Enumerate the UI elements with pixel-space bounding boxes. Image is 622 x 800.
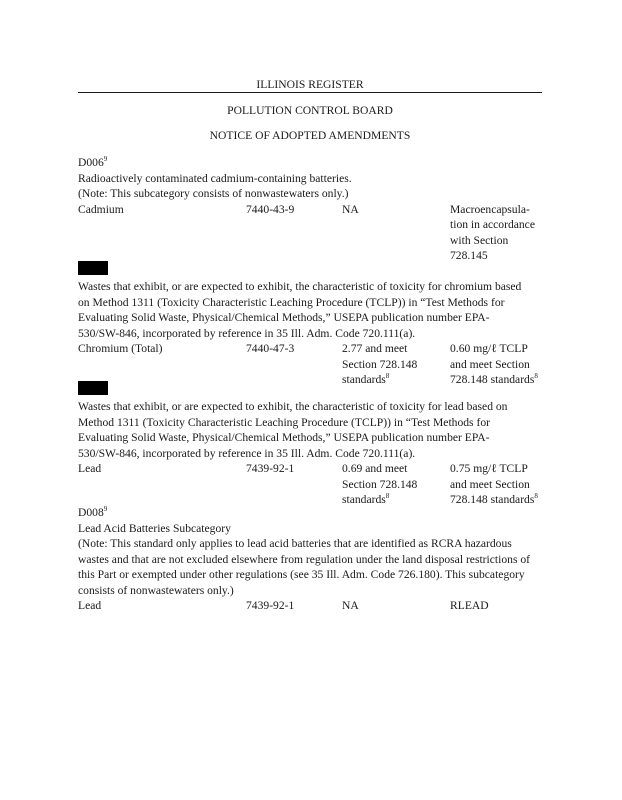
section-title: Lead Acid Batteries Subcategory [78, 521, 231, 535]
paragraph-line: Wastes that exhibit, or are expected to exhibit, the characteristic of toxicity for lead based on [78, 400, 508, 413]
cas-number: 7439-92-1 [246, 462, 295, 475]
section-description: Radioactively contaminated cadmium-containing batteries. [78, 171, 352, 185]
cas-number: 7440-47-3 [246, 342, 295, 355]
constituent-name: Cadmium [78, 202, 124, 216]
nonwastewater-standard: 0.75 mg/ℓ TCLP and meet Section 728.148 standards$^8$ [450, 462, 538, 506]
cas-number: 7440-43-9 [246, 202, 295, 216]
note-line: consists of nonwastewaters only.) [78, 583, 234, 597]
paragraph-line: Method 1311 (Toxicity Characteristic Leaching Procedure (TCLP)) in “Test Methods for [78, 415, 490, 429]
wastewater-standard: NA [342, 599, 359, 612]
section-lead [78, 381, 548, 508]
table-row [78, 461, 548, 508]
paragraph-line: Wastes that exhibit, or are expected to exhibit, the characteristic of toxicity for chromium based [78, 280, 522, 293]
note-line: (Note: This standard only applies to lead acid batteries that are identified as RCRA hazardous [78, 537, 512, 550]
register-header: ILLINOIS REGISTER [256, 78, 364, 91]
section-note: (Note: This subcategory consists of nonwastewaters only.) [78, 187, 349, 200]
board-title: POLLUTION CONTROL BOARD [227, 104, 393, 117]
note-line: wastes and that are not excluded elsewhere from regulation under the land disposal restrictions of [78, 552, 531, 566]
redacted-code [78, 261, 108, 275]
table-row [78, 202, 548, 264]
note-line: this Part or exempted under other regulations (see 35 Ill. Adm. Code 726.180). This subcategory [78, 568, 525, 581]
table-row [78, 598, 548, 614]
paragraph-line: 530/SW-846, incorporated by reference in 35 Ill. Adm. Code 720.111(a). [78, 326, 416, 340]
paragraph-line: on Method 1311 (Toxicity Characteristic Leaching Procedure (TCLP)) in “Test Methods for [78, 295, 505, 309]
nonwastewater-standard: 0.60 mg/ℓ TCLP and meet Section 728.148 standards$^8$ [450, 342, 538, 386]
redacted-code [78, 381, 108, 395]
nonwastewater-standard: RLEAD [450, 599, 489, 612]
waste-code: $D006^9$ [78, 155, 108, 169]
section-chromium [78, 261, 548, 388]
wastewater-standard: 2.77 and meet Section 728.148 standards$^8$ [342, 342, 418, 386]
header-rule [78, 92, 542, 93]
wastewater-standard: 0.69 and meet Section 728.148 standards$^8$ [342, 462, 418, 506]
wastewater-standard: NA [342, 202, 359, 216]
section-d006 [78, 155, 548, 264]
nonwastewater-standard: Macroencapsula- tion in accordance with Section 728.145 [450, 202, 535, 262]
cas-number: 7439-92-1 [246, 599, 295, 612]
constituent-name: Chromium (Total) [78, 342, 163, 355]
section-d008 [78, 505, 548, 614]
constituent-name: Lead [78, 462, 102, 475]
paragraph-line: 530/SW-846, incorporated by reference in 35 Ill. Adm. Code 720.111(a). [78, 446, 416, 460]
paragraph-line: Evaluating Solid Waste, Physical/Chemical Methods,” USEPA publication number EPA- [78, 311, 490, 324]
constituent-name: Lead [78, 599, 102, 612]
waste-code: $D008^9$ [78, 505, 108, 519]
notice-title: NOTICE OF ADOPTED AMENDMENTS [209, 129, 411, 142]
paragraph-line: Evaluating Solid Waste, Physical/Chemical Methods,” USEPA publication number EPA- [78, 431, 490, 444]
